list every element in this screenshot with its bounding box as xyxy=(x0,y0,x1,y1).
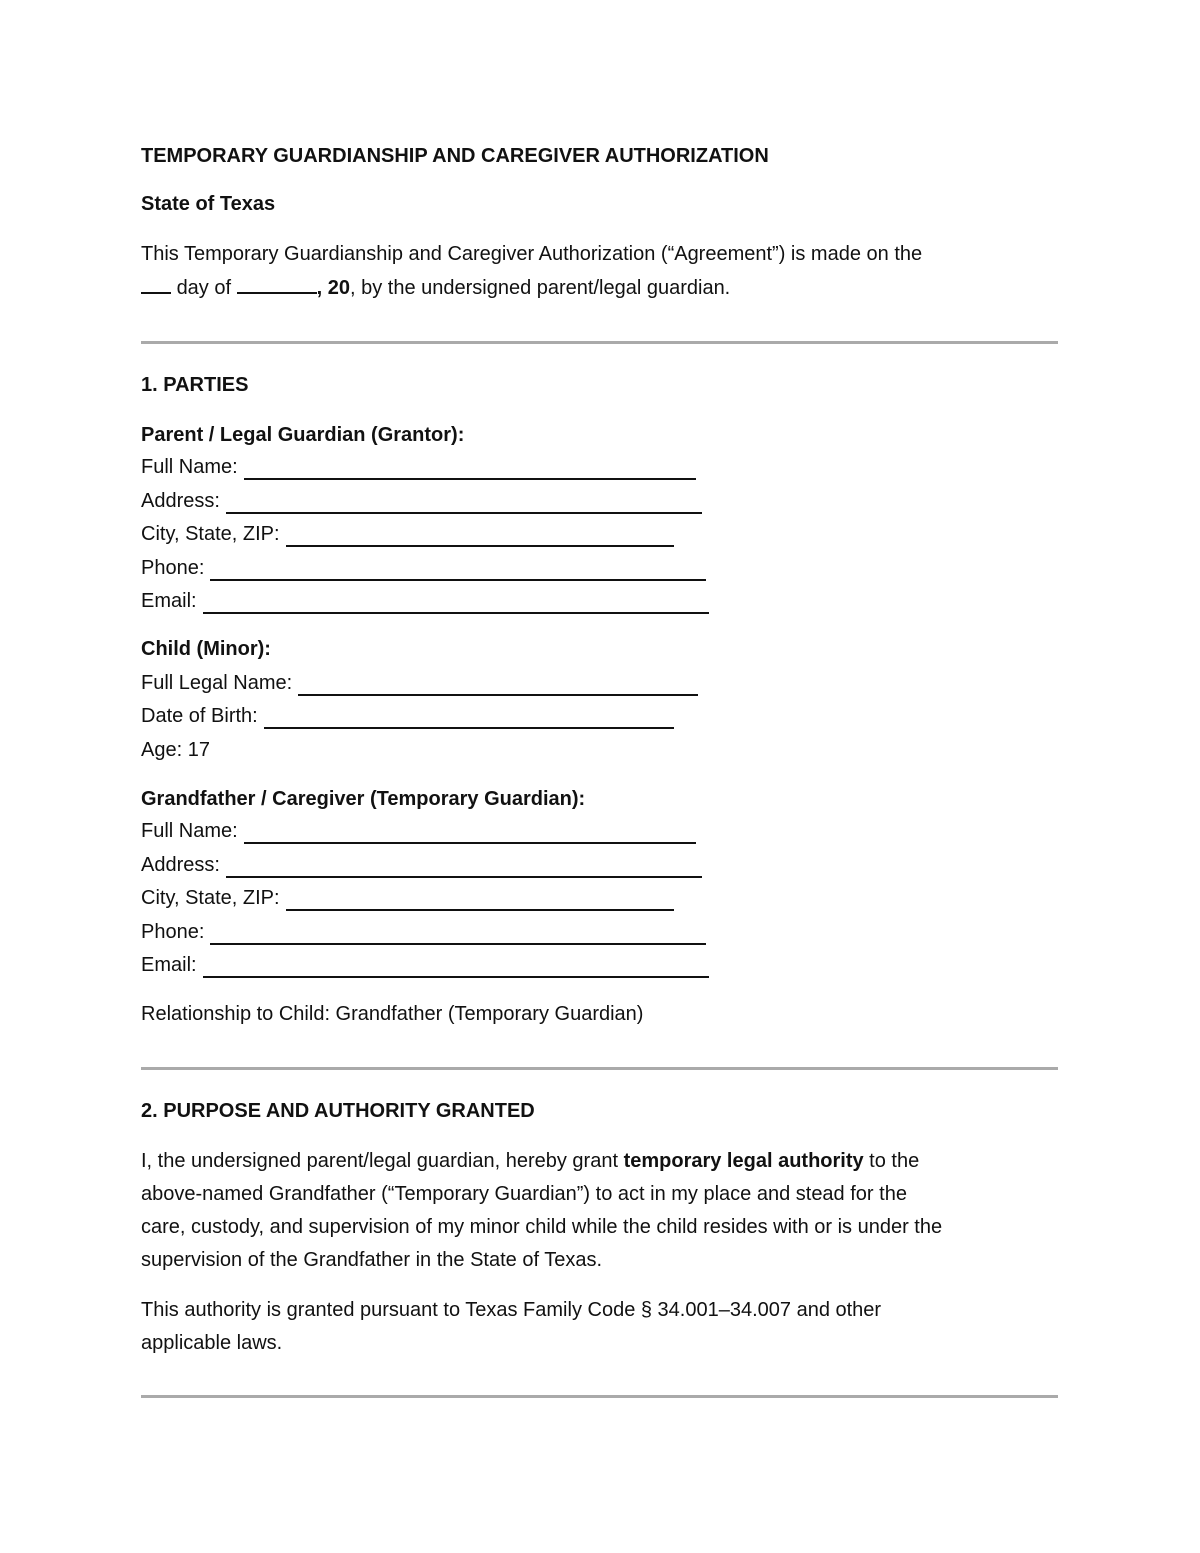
field-label: Address: xyxy=(141,854,220,876)
caregiver-relationship: Relationship to Child: Grandfather (Temporary Guardian) xyxy=(141,1003,644,1025)
section-divider xyxy=(141,341,1058,344)
caregiver-heading: Grandfather / Caregiver (Temporary Guardian): xyxy=(141,788,586,810)
purpose-p2-line-1: This authority is granted pursuant to Texas Family Code § 34.001–34.007 and other xyxy=(141,1299,882,1321)
child-heading: Child (Minor): xyxy=(141,638,271,660)
purpose-p2-line-2: applicable laws. xyxy=(141,1332,283,1354)
grantor-address-blank[interactable] xyxy=(226,494,702,514)
parties-heading: 1. PARTIES xyxy=(141,374,249,396)
month-blank[interactable] xyxy=(237,275,317,294)
child-age: Age: 17 xyxy=(141,739,210,761)
purpose-p1-line-3: care, custody, and supervision of my minor child while the child resides with or is under the xyxy=(141,1216,943,1238)
field-label: Phone: xyxy=(141,921,205,943)
purpose-p1-line-1 xyxy=(141,1148,919,1174)
grantor-email-field xyxy=(141,588,709,614)
caregiver-address-blank[interactable] xyxy=(226,858,702,878)
grantor-heading: Parent / Legal Guardian (Grantor): xyxy=(141,424,465,446)
purpose-p1-bold: temporary legal authority xyxy=(623,1150,864,1172)
document-title: TEMPORARY GUARDIANSHIP AND CAREGIVER AUTHORIZATION xyxy=(141,145,769,167)
purpose-heading: 2. PURPOSE AND AUTHORITY GRANTED xyxy=(141,1100,535,1122)
day-blank[interactable] xyxy=(141,275,171,294)
caregiver-email-field xyxy=(141,952,709,978)
field-label: Address: xyxy=(141,490,220,512)
grantor-full-name-field xyxy=(141,454,696,480)
caregiver-city-field xyxy=(141,885,674,911)
grantor-full-name-blank[interactable] xyxy=(244,460,696,480)
jurisdiction: State of Texas xyxy=(141,193,276,215)
field-label: City, State, ZIP: xyxy=(141,523,280,545)
child-dob-blank[interactable] xyxy=(264,709,674,729)
field-label: City, State, ZIP: xyxy=(141,887,280,909)
intro-day-text: day of xyxy=(176,277,232,299)
grantor-city-field xyxy=(141,521,674,547)
intro-line-1: This Temporary Guardianship and Caregiver Authorization (“Agreement”) is made on the xyxy=(141,243,923,265)
field-label: Date of Birth: xyxy=(141,705,258,727)
intro-year-text: , 20 xyxy=(316,277,350,299)
field-label: Full Legal Name: xyxy=(141,672,293,694)
purpose-p1-lead: I, the undersigned parent/legal guardian, hereby grant xyxy=(141,1150,624,1172)
section-divider xyxy=(141,1395,1058,1398)
caregiver-email-blank[interactable] xyxy=(203,958,709,978)
caregiver-address-field xyxy=(141,852,702,878)
field-label: Full Name: xyxy=(141,820,238,842)
grantor-phone-blank[interactable] xyxy=(210,561,706,581)
purpose-p1-tail: to the xyxy=(863,1150,920,1172)
child-dob-field xyxy=(141,703,674,729)
grantor-city-blank[interactable] xyxy=(286,527,674,547)
child-legal-name-field xyxy=(141,670,698,696)
grantor-address-field xyxy=(141,488,702,514)
intro-line-2 xyxy=(141,275,730,301)
field-label: Phone: xyxy=(141,557,205,579)
purpose-p1-line-4: supervision of the Grandfather in the State of Texas. xyxy=(141,1249,603,1271)
caregiver-full-name-field xyxy=(141,818,696,844)
caregiver-city-blank[interactable] xyxy=(286,891,674,911)
field-label: Email: xyxy=(141,954,197,976)
caregiver-phone-blank[interactable] xyxy=(210,925,706,945)
grantor-email-blank[interactable] xyxy=(203,594,709,614)
purpose-p1-line-2: above-named Grandfather (“Temporary Guardian”) to act in my place and stead for the xyxy=(141,1183,907,1205)
field-label: Full Name: xyxy=(141,456,238,478)
caregiver-phone-field xyxy=(141,919,706,945)
field-label: Email: xyxy=(141,590,197,612)
intro-rest-text: , by the undersigned parent/legal guardian. xyxy=(349,277,731,299)
grantor-phone-field xyxy=(141,555,706,581)
child-legal-name-blank[interactable] xyxy=(298,676,698,696)
section-divider xyxy=(141,1067,1058,1070)
caregiver-full-name-blank[interactable] xyxy=(244,824,696,844)
